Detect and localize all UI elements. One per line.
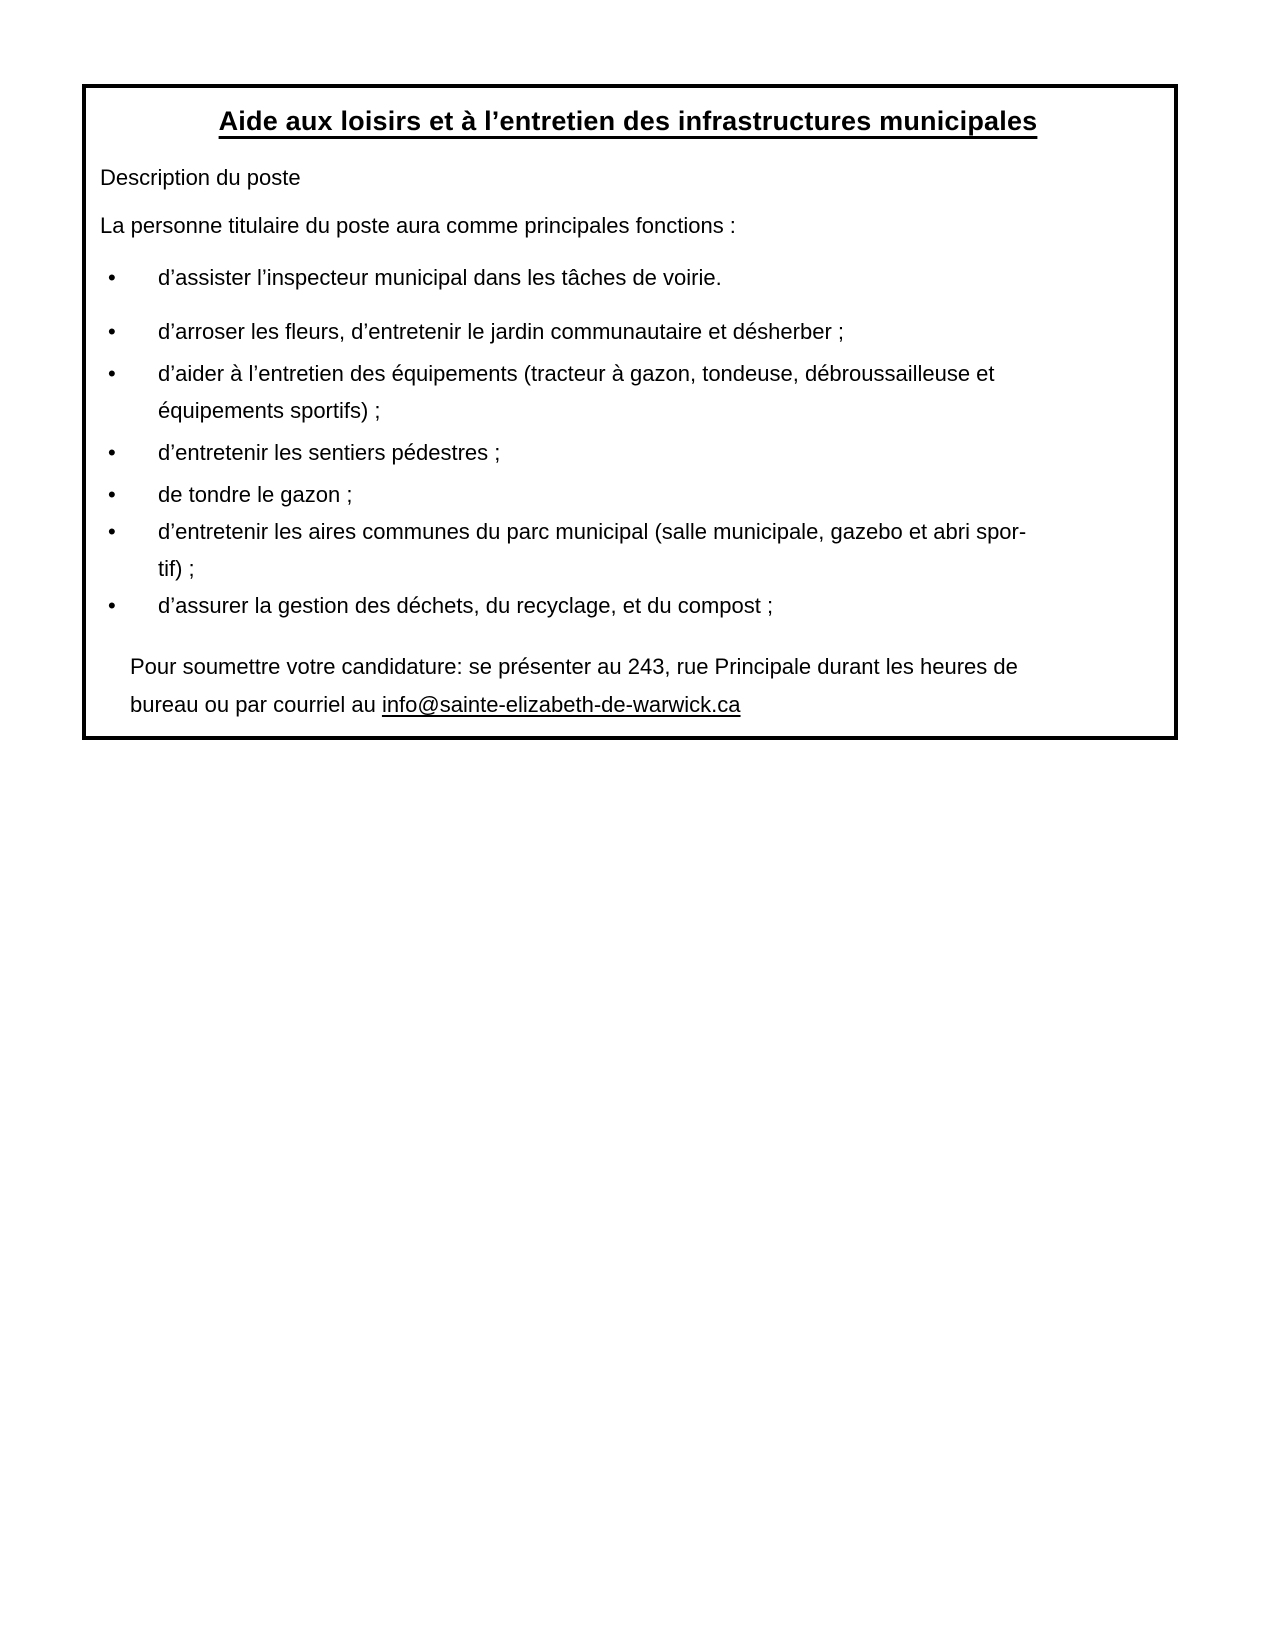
bullet-icon: •: [108, 519, 116, 544]
bullet-line: de tondre le gazon ;: [158, 482, 353, 507]
bullet-line: équipements sportifs) ;: [158, 398, 381, 423]
bullet-line: d’entretenir les aires communes du parc municipal (salle municipale, gazebo et abri spor-: [158, 519, 1027, 544]
job-title-text: Aide aux loisirs et à l’entretien des infrastructures municipales: [218, 106, 1038, 136]
bullet-icon: •: [108, 593, 116, 618]
bullet-icon: •: [108, 482, 116, 507]
list-item: [96, 355, 1160, 429]
description-label: Description du poste: [100, 165, 301, 190]
list-item: [96, 476, 1160, 513]
bullet-line: d’assister l’inspecteur municipal dans les tâches de voirie.: [158, 265, 722, 290]
job-posting-box: [82, 84, 1178, 740]
closing-paragraph: [130, 648, 1140, 724]
email-link[interactable]: info@sainte-elizabeth-de-warwick.ca: [381, 692, 741, 717]
bullet-icon: •: [108, 319, 116, 344]
intro-text: La personne titulaire du poste aura comme principales fonctions :: [100, 213, 736, 238]
list-item: [96, 434, 1160, 471]
job-title: [96, 106, 1160, 137]
closing-line2-prefix: bureau ou par courriel au: [130, 692, 382, 717]
bullet-icon: •: [108, 440, 116, 465]
bullet-line: d’arroser les fleurs, d’entretenir le jardin communautaire et désherber ;: [158, 319, 844, 344]
bullet-line: d’entretenir les sentiers pédestres ;: [158, 440, 501, 465]
list-item: [96, 259, 1160, 296]
list-item: [96, 313, 1160, 350]
list-item: [96, 587, 1160, 624]
bullet-icon: •: [108, 265, 116, 290]
bullet-line: d’assurer la gestion des déchets, du recyclage, et du compost ;: [158, 593, 774, 618]
bullet-icon: •: [108, 361, 116, 386]
bullet-line: tif) ;: [158, 556, 195, 581]
closing-line1: Pour soumettre votre candidature: se présenter au 243, rue Principale durant les heures de: [130, 654, 1018, 679]
list-item: [96, 513, 1160, 587]
duties-list: [96, 259, 1160, 624]
bullet-line: d’aider à l’entretien des équipements (tracteur à gazon, tondeuse, débroussailleuse et: [158, 361, 995, 386]
